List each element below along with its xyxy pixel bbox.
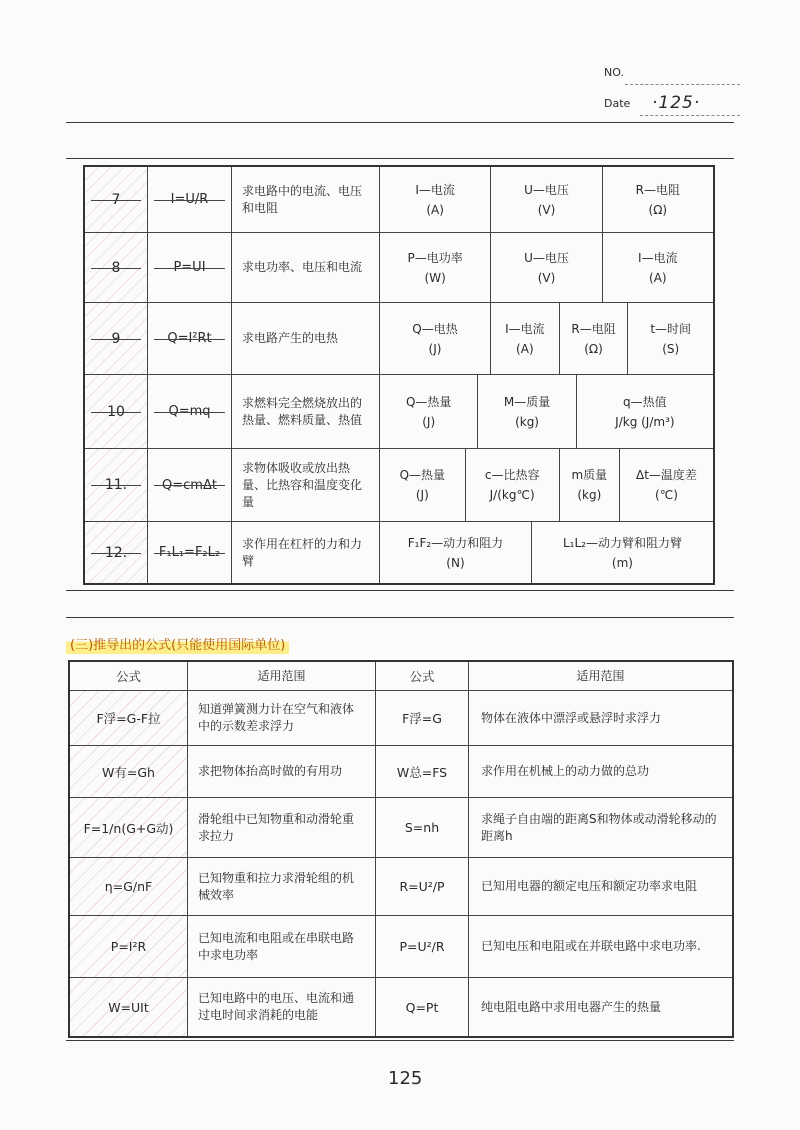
variable-name: Q—热量 — [405, 394, 452, 409]
usage-cell: 求作用在机械上的动力做的总功 — [481, 764, 650, 778]
variable-unit: (m) — [611, 555, 633, 570]
variable-unit: (J) — [428, 341, 442, 356]
no-line — [625, 84, 740, 85]
variable-name: R—电阻 — [571, 321, 616, 336]
usage-cell: 求电路产生的电热 — [232, 303, 380, 374]
formula-cell: F₁L₁=F₂L₂ — [148, 522, 232, 583]
usage-cell: 已知电流和电阻或在串联电路中求电功率 — [188, 916, 376, 977]
formula-cell: η=G/nF — [70, 858, 188, 915]
row-number: 12. — [85, 522, 148, 583]
date-line — [640, 115, 740, 116]
variable — [560, 303, 629, 374]
table-row — [85, 374, 713, 448]
variable — [380, 449, 466, 521]
variable-name: Q—电热 — [412, 321, 458, 336]
variables-cell — [380, 233, 713, 302]
variable-name: I—电流 — [638, 250, 678, 265]
header-formula: 公式 — [376, 662, 469, 690]
variable-unit: (kg) — [577, 488, 602, 502]
usage-cell: 求燃料完全燃烧放出的热量、燃料质量、热值 — [232, 375, 380, 448]
variable-name: F₁F₂—动力和阻力 — [407, 535, 504, 550]
no-label: NO. — [604, 66, 624, 79]
formula-cell: Q=mq — [148, 375, 232, 448]
usage-cell: 求电功率、电压和电流 — [232, 233, 380, 302]
variable-name: Δt—温度差 — [636, 468, 697, 482]
table-row — [70, 690, 732, 745]
formula-table-1 — [83, 165, 715, 585]
ruled-line — [66, 1040, 734, 1041]
header-usage: 适用范围 — [188, 662, 376, 690]
variable-unit: (A) — [516, 341, 534, 356]
section-title: (三)推导出的公式(只能使用国际单位) — [66, 633, 289, 654]
usage-cell: 求作用在杠杆的力和力臂 — [232, 522, 380, 583]
variables-cell — [380, 522, 713, 583]
variable-name: U—电压 — [524, 250, 569, 265]
formula-cell: S=nh — [376, 798, 469, 857]
variable-unit: J/(kg℃) — [489, 488, 535, 502]
variable — [577, 375, 713, 448]
variable-unit: (A) — [649, 270, 667, 285]
variable-unit: (A) — [426, 202, 444, 217]
usage-cell: 已知物重和拉力求滑轮组的机械效率 — [188, 858, 376, 915]
variable-unit: (℃) — [655, 488, 678, 502]
variable-unit: (Ω) — [584, 341, 603, 356]
table-row — [70, 915, 732, 977]
table-row — [85, 521, 713, 583]
variable — [491, 233, 602, 302]
formula-cell: Q=I²Rt — [148, 303, 232, 374]
formula-cell: P=U²/R — [376, 916, 469, 977]
variables-cell — [380, 375, 713, 448]
ruled-line — [66, 122, 734, 123]
variable-unit: (kg) — [515, 414, 539, 429]
usage-cell: 已知用电器的额定电压和额定功率求电阻 — [481, 879, 698, 893]
table-row — [85, 302, 713, 374]
formula-cell: F浮=G-F拉 — [70, 691, 188, 745]
table-row — [70, 857, 732, 915]
row-number: 11. — [85, 449, 148, 521]
variable — [491, 167, 602, 232]
formula-cell: W有=Gh — [70, 746, 188, 797]
variable-name: L₁L₂—动力臂和阻力臂 — [562, 535, 682, 550]
formula-cell: I=U/R — [148, 167, 232, 232]
formula-cell: P=UI — [148, 233, 232, 302]
ruled-line — [66, 590, 734, 591]
row-number: 9 — [85, 303, 148, 374]
variable-name: c—比热容 — [484, 468, 540, 482]
variable-unit: (N) — [446, 555, 465, 570]
table-row — [70, 797, 732, 857]
variable-unit: J/kg (J/m³) — [615, 414, 675, 429]
table-row — [70, 977, 732, 1036]
variable — [380, 233, 491, 302]
variable-unit: (J) — [415, 488, 429, 502]
table-row — [85, 448, 713, 521]
formula-cell: R=U²/P — [376, 858, 469, 915]
table-row — [85, 167, 713, 232]
variable — [628, 303, 713, 374]
formula-cell: Q=cmΔt — [148, 449, 232, 521]
variable-name: M—质量 — [503, 394, 551, 409]
variable — [603, 233, 713, 302]
formula-cell: W=UIt — [70, 978, 188, 1036]
variable — [466, 449, 560, 521]
formula-cell: F=1/n(G+G动) — [70, 798, 188, 857]
variable — [380, 522, 532, 583]
variable-unit: (V) — [537, 202, 556, 217]
date-value: ·125· — [652, 93, 701, 113]
variable-name: q—热值 — [623, 394, 667, 409]
row-number: 10 — [85, 375, 148, 448]
variable — [491, 303, 560, 374]
formula-cell: W总=FS — [376, 746, 469, 797]
variable-unit: (Ω) — [648, 202, 668, 217]
variable — [380, 375, 478, 448]
row-number: 7 — [85, 167, 148, 232]
usage-cell: 知道弹簧测力计在空气和液体中的示数差求浮力 — [188, 691, 376, 745]
usage-cell: 已知电压和电阻或在并联电路中求电功率. — [481, 939, 701, 953]
variable-name: I—电流 — [415, 182, 455, 197]
variable — [380, 303, 491, 374]
usage-cell: 纯电阻电路中求用电器产生的热量 — [481, 999, 662, 1014]
usage-cell: 滑轮组中已知物重和动滑轮重求拉力 — [188, 798, 376, 857]
usage-cell: 求把物体抬高时做的有用功 — [188, 746, 376, 797]
table-row — [70, 745, 732, 797]
usage-cell: 求电路中的电流、电压和电阻 — [232, 167, 380, 232]
header-formula: 公式 — [70, 662, 188, 690]
variable — [532, 522, 713, 583]
variable-name: R—电阻 — [635, 182, 680, 197]
variable-name: Q—热量 — [399, 468, 446, 482]
variable-unit: (V) — [537, 270, 556, 285]
variable — [620, 449, 713, 521]
variable-name: t—时间 — [650, 321, 692, 336]
variable-unit: (S) — [662, 341, 680, 356]
variable — [560, 449, 620, 521]
header-usage: 适用范围 — [576, 668, 625, 683]
formula-cell: Q=Pt — [376, 978, 469, 1036]
variable-unit: (J) — [422, 414, 436, 429]
usage-cell: 已知电路中的电压、电流和通过电时间求消耗的电能 — [188, 978, 376, 1036]
row-number: 8 — [85, 233, 148, 302]
ruled-line — [66, 617, 734, 618]
variable — [478, 375, 576, 448]
usage-cell: 求绳子自由端的距离S和物体或动滑轮移动的距离h — [481, 811, 717, 843]
formula-cell: F浮=G — [376, 691, 469, 745]
usage-cell: 求物体吸收或放出热量、比热容和温度变化量 — [232, 449, 380, 521]
table-header-row — [70, 662, 732, 690]
variables-cell — [380, 449, 713, 521]
variables-cell — [380, 167, 713, 232]
formula-cell: P=I²R — [70, 916, 188, 977]
variable-name: I—电流 — [505, 321, 545, 336]
ruled-line — [66, 158, 734, 159]
page-number: 125 — [388, 1068, 423, 1089]
variable — [380, 167, 491, 232]
derived-formula-table — [68, 660, 734, 1038]
date-label: Date — [604, 97, 631, 110]
usage-cell: 物体在液体中漂浮或悬浮时求浮力 — [481, 710, 662, 725]
variables-cell — [380, 303, 713, 374]
table-row — [85, 232, 713, 302]
variable-name: U—电压 — [524, 182, 569, 197]
variable-name: P—电功率 — [407, 250, 463, 265]
variable — [603, 167, 713, 232]
variable-unit: (W) — [424, 270, 446, 285]
variable-name: m质量 — [571, 468, 608, 482]
